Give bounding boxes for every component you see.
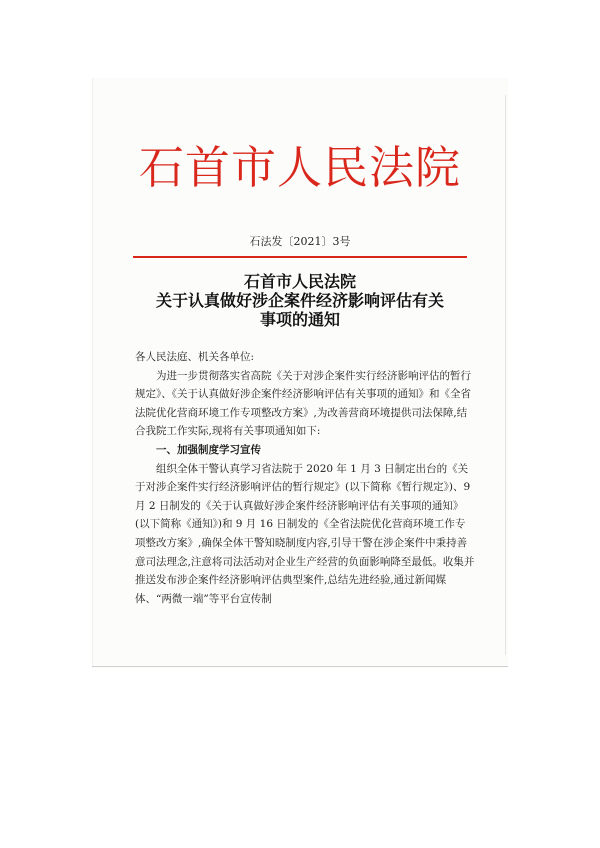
issuing-organization-title: 石首市人民法院	[138, 141, 461, 194]
page-edge-bottom	[92, 666, 508, 667]
heading-line-3: 事项的通知	[259, 310, 340, 329]
section-1-title: 一、加强制度学习宣传	[156, 443, 261, 456]
heading-line-2: 关于认真做好涉企案件经济影响评估有关	[155, 291, 444, 310]
document-number: 石法发〔2021〕3号	[249, 235, 351, 248]
heading-line-1: 石首市人民法院	[243, 272, 356, 291]
red-separator-line	[133, 256, 467, 258]
salutation: 各人民法庭、机关各单位:	[135, 351, 255, 363]
section-1-paragraph: 组织全体干警认真学习省法院于 2020 年 1 月 3 日制定出台的《关于对涉企案件实行经济影响评估的暂行规定》(以下简称《暂行规定》)、9 月 2 日制发的《关于认真做好涉企案件经济影响评估有关事项的通知》(以下简称《通知》)和 9 月 16 日制发的《全省法院优化营商环境工作专项整改方案》,确保全体干警知晓制度内容,引导干警在涉企案件中秉持善意司法理念,注意将司法活动对企业生产经营的负面影响降至最低。收集并推送发布涉企案件经济影响评估典型案件,总结先进经验,通过新闻媒体、“两微一端”等平台宣传制	[135, 462, 475, 605]
intro-paragraph: 为进一步贯彻落实省高院《关于对涉企案件实行经济影响评估的暂行规定》、《关于认真做好涉企案件经济影响评估有关事项的通知》和《全省法院优化营商环境工作专项整改方案》,为改善营商环境提供司法保障,结合我院工作实际,现将有关事项通知如下:	[135, 369, 471, 438]
notice-heading	[0, 272, 600, 329]
document-body	[135, 348, 475, 608]
